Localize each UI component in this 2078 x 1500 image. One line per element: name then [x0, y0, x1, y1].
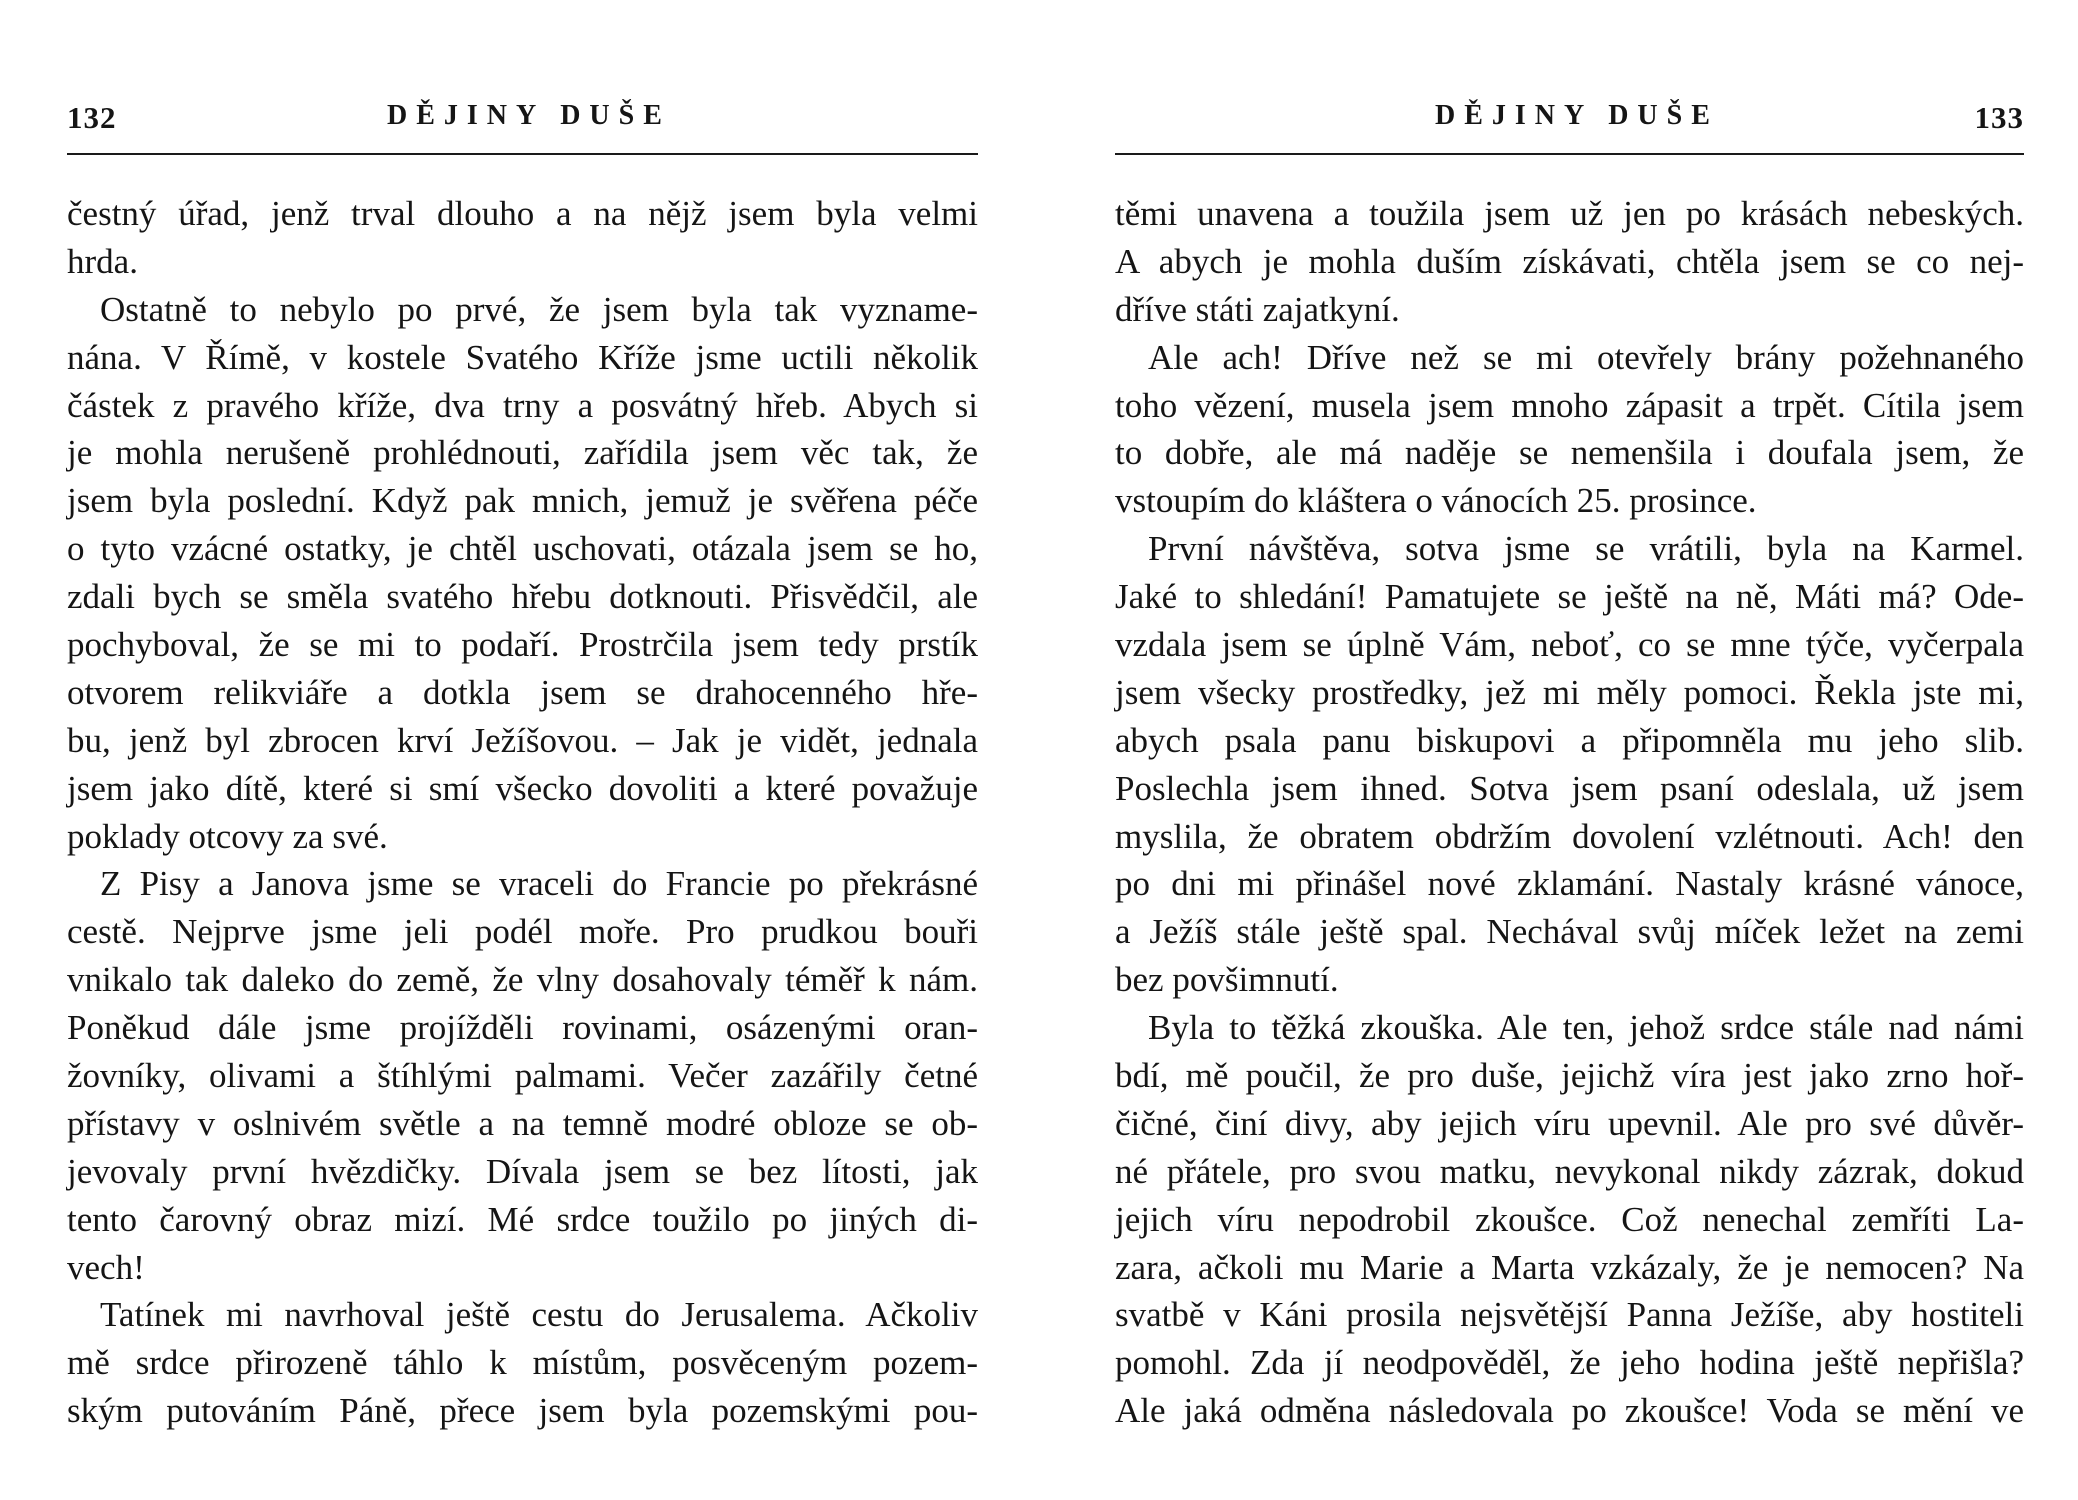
left-page-body — [67, 190, 978, 1435]
text-line: poklady otcovy za své. — [67, 816, 388, 856]
text-line: vstoupím do kláštera o vánocích 25. prosince. — [1115, 481, 1757, 521]
text-line: A abych je mohla duším získávati, chtěla jsem se co nej- — [1115, 241, 2024, 281]
text-line: cestě. Nejprve jsme jeli podél moře. Pro prudkou bouři — [67, 912, 978, 952]
text-line: čičné, činí divy, aby jejich víru upevnil. Ale pro své důvěr- — [1115, 1103, 2024, 1143]
text-line: Z Pisy a Janova jsme se vraceli do Francie po překrásné — [100, 864, 978, 904]
text-line: jsem byla poslední. Když pak mnich, jemuž je svěřena péče — [67, 481, 978, 521]
text-line: svatbě v Káni prosila nejsvětější Panna Ježíše, aby hostiteli — [1115, 1295, 2024, 1335]
text-line: bez povšimnutí. — [1115, 960, 1339, 1000]
text-line: těmi unavena a toužila jsem už jen po krásách nebeských. — [1115, 194, 2024, 233]
left-page-header — [67, 100, 978, 146]
text-line: částek z pravého kříže, dva trny a posvátný hřeb. Abych si — [67, 385, 978, 425]
text-line: toho vězení, musela jsem mnoho zápasit a trpět. Cítila jsem — [1115, 385, 2024, 425]
text-line: Poslechla jsem ihned. Sotva jsem psaní odeslala, už jsem — [1115, 768, 2024, 808]
left-header-rule — [67, 153, 978, 155]
text-line: dříve státi zajatkyní. — [1115, 289, 1400, 329]
text-line: né přátele, pro svou matku, nevykonal nikdy zázrak, dokud — [1115, 1151, 2024, 1191]
text-line: a Ježíš stále ještě spal. Nechával svůj míček ležet na zemi — [1115, 912, 2024, 952]
left-page-number: 132 — [67, 100, 117, 135]
left-running-head: DĚJINY DUŠE — [387, 100, 671, 131]
text-line: Ale ach! Dříve než se mi otevřely brány požehnaného — [1148, 337, 2024, 377]
text-line: bu, jenž byl zbrocen krví Ježíšovou. – Jak je vidět, jednala — [67, 720, 978, 760]
left-page — [67, 0, 978, 1500]
text-line: myslila, že obratem obdržím dovolení vzlétnouti. Ach! den — [1115, 816, 2024, 856]
text-line: nána. V Římě, v kostele Svatého Kříže jsme uctili několik — [67, 337, 978, 377]
text-line: o tyto vzácné ostatky, je chtěl uschovati, otázala jsem se ho, — [67, 529, 978, 569]
text-line: čestný úřad, jenž trval dlouho a na nějž jsem byla velmi — [67, 194, 978, 233]
text-line: po dni mi přinášel nové zklamání. Nastaly krásné vánoce, — [1115, 864, 2024, 904]
text-line: Ostatně to nebylo po prvé, že jsem byla tak vyzname- — [100, 289, 978, 329]
text-line: hrda. — [67, 241, 138, 281]
text-line: je mohla nerušeně prohlédnouti, zařídila jsem věc tak, že — [67, 433, 978, 473]
text-line: Ale jaká odměna následovala po zkoušce! Voda se mění ve — [1115, 1391, 2024, 1431]
right-page-body — [1115, 190, 2024, 1435]
text-line: bdí, mě poučil, že pro duše, jejichž víra jest jako zrno hoř- — [1115, 1056, 2024, 1096]
right-page-header — [1115, 100, 2024, 146]
text-line: zara, ačkoli mu Marie a Marta vzkázaly, že je nemocen? Na — [1115, 1247, 2024, 1287]
text-line: První návštěva, sotva jsme se vrátili, byla na Karmel. — [1148, 529, 2024, 569]
text-line: vech! — [67, 1247, 145, 1287]
text-line: jevovaly první hvězdičky. Dívala jsem se bez lítosti, jak — [67, 1151, 978, 1191]
right-header-rule — [1115, 153, 2024, 155]
text-line: tento čarovný obraz mizí. Mé srdce toužilo po jiných di- — [67, 1199, 978, 1239]
right-page-number: 133 — [1974, 100, 2024, 135]
text-line: mě srdce přirozeně táhlo k místům, posvěceným pozem- — [67, 1343, 978, 1383]
text-line: zdali bych se směla svatého hřebu dotknouti. Přisvědčil, ale — [67, 577, 978, 617]
text-line: to dobře, ale má naděje se nemenšila i doufala jsem, že — [1115, 433, 2024, 473]
text-line: jsem všecky prostředky, jež mi měly pomoci. Řekla jste mi, — [1115, 672, 2024, 712]
text-line: Jaké to shledání! Pamatujete se ještě na ně, Máti má? Ode- — [1115, 577, 2024, 617]
text-line: Tatínek mi navrhoval ještě cestu do Jerusalema. Ačkoliv — [100, 1295, 978, 1335]
text-line: přístavy v oslnivém světle a na temně modré obloze se ob- — [67, 1103, 978, 1143]
text-line: Poněkud dále jsme projížděli rovinami, osázenými oran- — [67, 1008, 978, 1048]
text-line: pomohl. Zda jí neodpověděl, že jeho hodina ještě nepřišla? — [1115, 1343, 2024, 1383]
text-line: vzdala jsem se úplně Vám, neboť, co se mne týče, vyčerpala — [1115, 625, 2024, 665]
text-line: otvorem relikviáře a dotkla jsem se drahocenného hře- — [67, 672, 978, 712]
text-line: Byla to těžká zkouška. Ale ten, jehož srdce stále nad námi — [1148, 1008, 2024, 1048]
text-line: žovníky, olivami a štíhlými palmami. Večer zazářily četné — [67, 1056, 978, 1096]
text-line: pochyboval, že se mi to podaří. Prostrčila jsem tedy prstík — [67, 625, 978, 665]
right-running-head: DĚJINY DUŠE — [1435, 100, 1719, 131]
text-line: ským putováním Páně, přece jsem byla pozemskými pou- — [67, 1391, 978, 1431]
right-page — [1115, 0, 2024, 1500]
text-line: jejich víru nepodrobil zkoušce. Což nenechal zemříti La- — [1115, 1199, 2024, 1239]
text-line: jsem jako dítě, které si smí všecko dovoliti a které považuje — [67, 768, 978, 808]
text-line: vnikalo tak daleko do země, že vlny dosahovaly téměř k nám. — [67, 960, 978, 1000]
text-line: abych psala panu biskupovi a připomněla mu jeho slib. — [1115, 720, 2024, 760]
